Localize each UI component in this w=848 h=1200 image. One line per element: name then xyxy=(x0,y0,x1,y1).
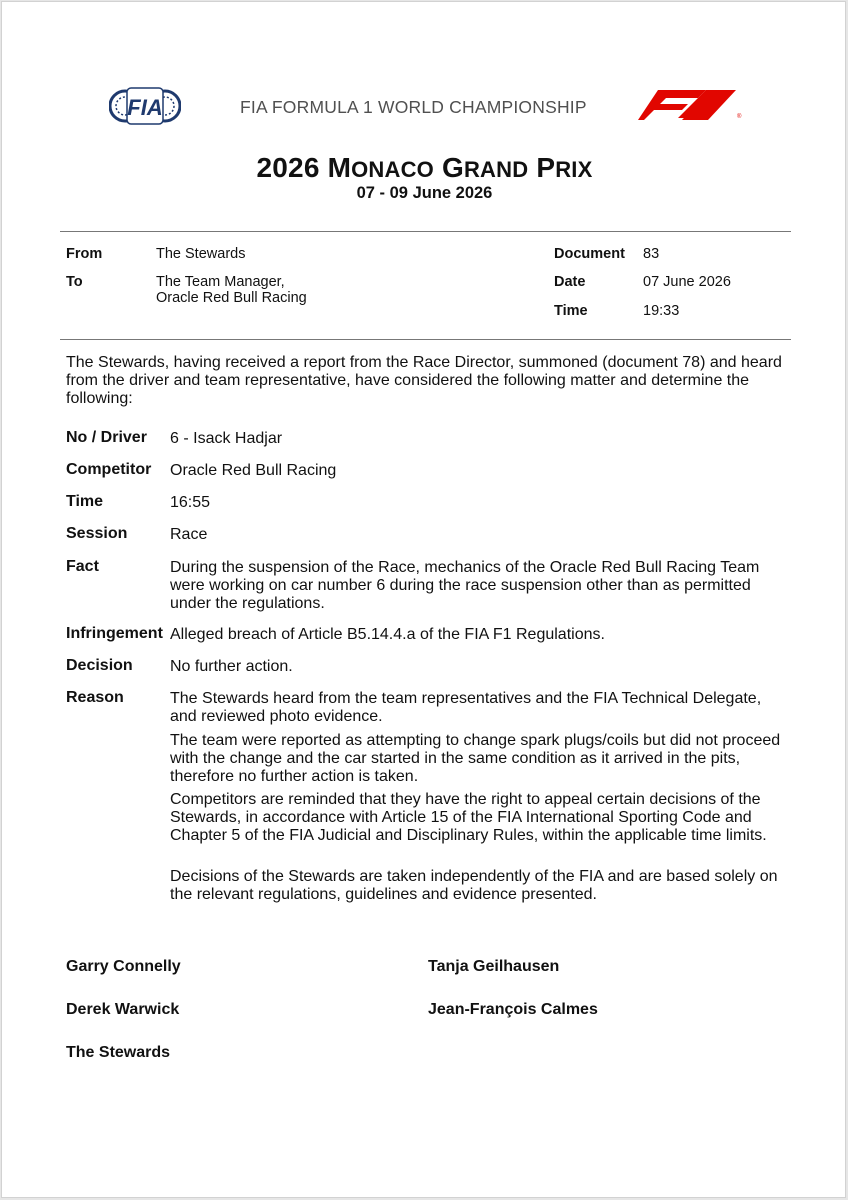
divider-top xyxy=(60,231,791,232)
infringement-value: Alleged breach of Article B5.14.4.a of the FIA F1 Regulations. xyxy=(170,626,605,643)
fact-label: Fact xyxy=(66,558,99,575)
svg-text:FIA: FIA xyxy=(127,95,163,120)
session-label: Session xyxy=(66,525,128,542)
steward-name-1: Garry Connelly xyxy=(66,958,181,975)
to-line-1: The Team Manager, xyxy=(156,274,285,290)
date-value: 07 June 2026 xyxy=(643,274,731,290)
competitor-label: Competitor xyxy=(66,461,152,478)
f1-logo xyxy=(636,90,742,120)
stewards-footer: The Stewards xyxy=(66,1044,171,1061)
stewards-decision-page xyxy=(1,1,846,1198)
divider-bottom xyxy=(60,339,791,340)
steward-name-4: Jean-François Calmes xyxy=(428,1001,598,1018)
steward-name-2: Tanja Geilhausen xyxy=(428,958,560,975)
event-dates: 07 - 09 June 2026 xyxy=(356,184,493,202)
reason-label: Reason xyxy=(66,689,124,706)
championship-title: FIA FORMULA 1 WORLD CHAMPIONSHIP xyxy=(240,97,587,117)
reason-paragraph-2: The team were reported as attempting to change spark plugs/coils but did not proceed with the change and the car started in the same condition as it arrived in the pits, therefore no further action is taken. xyxy=(170,732,781,785)
document-value: 83 xyxy=(643,246,660,262)
date-label: Date xyxy=(554,274,586,290)
intro-paragraph: The Stewards, having received a report from the Race Director, summoned (document 78) and heard from the driver and team representative, have considered the following matter and determine the following: xyxy=(66,354,782,407)
fia-logo xyxy=(109,80,181,132)
from-label: From xyxy=(66,246,103,262)
to-value xyxy=(156,275,307,306)
event-title: 2026 MONACO GRAND PRIX xyxy=(256,152,593,183)
session-value: Race xyxy=(170,526,208,543)
fact-value: During the suspension of the Race, mechanics of the Oracle Red Bull Racing Team were working on car number 6 during the race suspension other than as permitted under the regulations. xyxy=(170,559,760,612)
time-field-value: 16:55 xyxy=(170,494,211,511)
svg-text:®: ® xyxy=(737,114,742,120)
to-line-2: Oracle Red Bull Racing xyxy=(156,289,307,306)
time-value: 19:33 xyxy=(643,303,680,319)
reason-paragraph-4: Decisions of the Stewards are taken independently of the FIA and are based solely on the relevant regulations, guidelines and evidence presented. xyxy=(170,868,778,903)
decision-label: Decision xyxy=(66,657,133,674)
driver-label: No / Driver xyxy=(66,429,147,446)
reason-paragraph-3: Competitors are reminded that they have the right to appeal certain decisions of the Stewards, in accordance with Article 15 of the FIA International Sporting Code and Chapter 5 of the FIA Judicial and Disciplinary Rules, within the applicable time limits. xyxy=(170,791,767,844)
reason-paragraph-1: The Stewards heard from the team representatives and the FIA Technical Delegate, and reviewed photo evidence. xyxy=(170,690,762,725)
infringement-label: Infringement xyxy=(66,625,163,642)
to-label: To xyxy=(66,274,83,290)
document-label: Document xyxy=(554,246,625,262)
time-field-label: Time xyxy=(66,493,104,510)
decision-value: No further action. xyxy=(170,658,293,675)
time-label: Time xyxy=(554,303,588,319)
from-value: The Stewards xyxy=(156,246,246,262)
steward-name-3: Derek Warwick xyxy=(66,1001,180,1018)
competitor-value: Oracle Red Bull Racing xyxy=(170,462,337,479)
driver-value: 6 - Isack Hadjar xyxy=(170,430,283,447)
